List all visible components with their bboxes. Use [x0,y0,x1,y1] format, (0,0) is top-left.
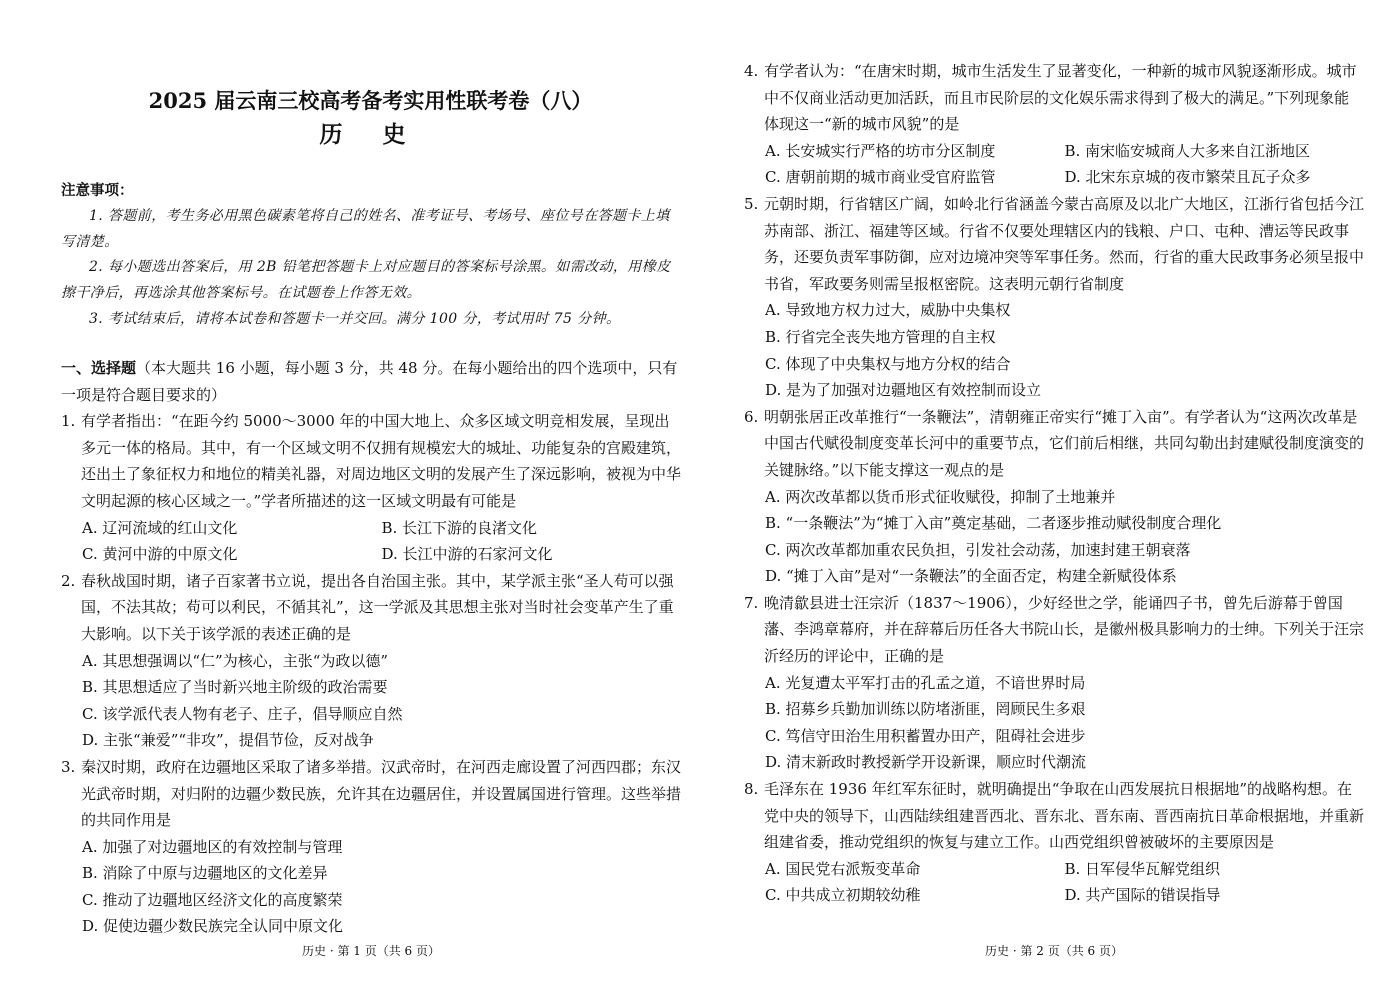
option-c[interactable]: C. 推动了边疆地区经济文化的高度繁荣 [82,890,343,909]
question-number: 4. [744,62,759,80]
question-1 [61,408,681,568]
question-number: 6. [744,407,759,426]
notice-block [61,178,680,333]
question-3 [61,754,681,940]
option-b[interactable]: B. 招募乡兵勤加训练以防堵浙匪，罔顾民生多艰 [765,700,1086,719]
option-b[interactable]: B. 长江下游的良渚文化 [381,518,538,537]
option-d[interactable]: D. 清末新政时教授新学开设新课，顺应时代潮流 [765,753,1087,772]
question-number: 1. [61,412,76,431]
option-d[interactable]: D. 促使边疆少数民族完全认同中原文化 [82,917,344,936]
option-a[interactable]: A. 辽河流域的红山文化 [82,518,238,537]
question-2 [61,568,681,754]
question-number: 8. [744,780,759,799]
option-c[interactable]: C. 该学派代表人物有老子、庄子，倡导顺应自然 [82,704,403,723]
option-b[interactable]: B. 其思想适应了当时新兴地主阶级的政治需要 [82,678,388,697]
option-c[interactable]: C. 体现了中央集权与地方分权的结合 [765,354,1011,373]
option-a[interactable]: A. 加强了对边疆地区的有效控制与管理 [82,837,343,856]
question-stem: 春秋战国时期，诸子百家著书立说，提出各自治国主张。其中，某学派主张“圣人苟可以强国，不法其故；苟可以利民，不循其礼”，这一学派及其思想主张对当时社会变革产生了重大影响。以下关于该学派的表述正确的是 [81,571,674,643]
question-stem: 有学者认为：“在唐宋时期，城市生活发生了显著变化，一种新的城市风貌逐渐形成。城市中不仅商业活动更加活跃，而且市民阶层的文化娱乐需求得到了极大的满足。”下列现象能体现这一“新的城市风貌”的是 [764,62,1357,134]
option-d[interactable]: D. 是为了加强对边疆地区有效控制而设立 [765,381,1042,400]
option-d[interactable]: D. 共产国际的错误指导 [1064,886,1221,905]
question-stem: 晚清歙县进士汪宗沂（1837～1906），少好经世之学，能诵四子书，曾先后游幕于曾国藩、李鸿章幕府，并在辞幕后历任各大书院山长，是徽州极具影响力的士绅。下列关于汪宗沂经历的评论中，正确的是 [764,593,1365,666]
section-heading [61,355,681,408]
notice-item: 1. 答题前，考生务必用黑色碳素笔将自己的姓名、准考证号、考场号、座位号在答题卡上填写清楚。 [61,207,670,250]
right-questions [744,58,1364,909]
notice-item: 2. 每小题选出答案后，用 2B 铅笔把答题卡上对应题目的答案标号涂黑。如需改动，用橡皮擦干净后，再选涂其他答案标号。在试题卷上作答无效。 [61,259,671,302]
option-d[interactable]: D. “摊丁入亩”是对“一条鞭法”的全面否定，构建全新赋役体系 [765,567,1177,586]
subject-title: 历 史 [319,121,422,148]
section-desc: （本大题共 16 小题，每小题 3 分，共 48 分。在每小题给出的四个选项中，只有一项是符合题目要求的） [61,359,678,404]
option-b[interactable]: B. “一条鞭法”为“摊丁入亩”奠定基础，二者逐步推动赋役制度合理化 [765,514,1222,533]
question-stem: 秦汉时期，政府在边疆地区采取了诸多举措。汉武帝时，在河西走廊设置了河西四郡；东汉光武帝时期，对归附的边疆少数民族，允许其在边疆居住，并设置属国进行管理。这些举措的共同作用是 [81,757,682,830]
question-stem: 元朝时期，行省辖区广阔，如岭北行省涵盖今蒙古高原及以北广大地区，江浙行省包括今江苏南部、浙江、福建等区域。行省不仅要处理辖区内的钱粮、户口、屯种、漕运等民政事务，还要负责军事防御，应对边境冲突等军事任务。然而，行省的重大民政事务必须呈报中书省，军政要务则需呈报枢密院。这表明元朝行省制度 [764,194,1365,293]
option-a[interactable]: A. 光复遭太平军打击的孔孟之道，不谙世界时局 [765,673,1086,692]
notice-item: 3. 考试结束后，请将本试卷和答题卡一并交回。满分 100 分，考试用时 75 分钟。 [89,310,621,327]
option-c[interactable]: C. 中共成立初期较幼稚 [765,886,921,905]
section-title: 一、选择题 [61,359,137,377]
question-6 [744,404,1364,590]
question-number: 3. [61,757,76,776]
question-8 [744,776,1364,909]
question-number: 2. [61,571,76,590]
question-number: 7. [744,593,759,612]
question-number: 5. [744,194,759,213]
option-a[interactable]: A. 国民党右派叛变革命 [765,859,921,878]
option-b[interactable]: B. 行省完全丧失地方管理的自主权 [765,327,996,346]
question-stem: 有学者指出：“在距今约 5000～3000 年的中国大地上、众多区域文明竞相发展，呈现出多元一体的格局。其中，有一个区域文明不仅拥有规模宏大的城址、功能复杂的宫殿建筑，还出土了象征权力和地位的精美礼器，对周边地区文明的发展产生了深远影响，被视为中华文明起源的核心区域之一。”学者所描述的这一区域文明最有可能是 [81,412,682,510]
option-a[interactable]: A. 导致地方权力过大，威胁中央集权 [765,301,1011,320]
notice-heading: 注意事项： [61,182,134,199]
page-footer-right: 历史 · 第 2 页（共 6 页） [985,944,1123,958]
question-7 [744,590,1364,776]
option-d[interactable]: D. 主张“兼爱”“非攻”，提倡节俭，反对战争 [82,731,374,750]
option-b[interactable]: B. 日军侵华瓦解党组织 [1064,859,1221,878]
question-4 [744,58,1364,191]
option-d[interactable]: D. 长江中游的石家河文化 [381,545,553,564]
option-d[interactable]: D. 北宋东京城的夜市繁荣且瓦子众多 [1064,168,1311,187]
exam-title: 2025 届云南三校高考备考实用性联考卷（八） [148,88,593,113]
page-footer-left: 历史 · 第 1 页（共 6 页） [302,944,440,958]
option-b[interactable]: B. 消除了中原与边疆地区的文化差异 [82,864,328,883]
option-a[interactable]: A. 两次改革都以货币形式征收赋役，抑制了土地兼并 [765,487,1116,506]
question-stem: 明朝张居正改革推行“一条鞭法”，清朝雍正帝实行“摊丁入亩”。有学者认为“这两次改革是中国古代赋役制度变革长河中的重要节点，它们前后相继，共同勾勒出封建赋役制度演变的关键脉络。”以下能支撑这一观点的是 [764,407,1365,479]
option-c[interactable]: C. 笃信守田治生用积蓄置办田产，阻碍社会进步 [765,726,1086,745]
question-5 [744,191,1364,404]
option-c[interactable]: C. 唐朝前期的城市商业受官府监管 [765,168,996,187]
question-stem: 毛泽东在 1936 年红军东征时，就明确提出“争取在山西发展抗日根据地”的战略构想。在党中央的领导下，山西陆续组建晋西北、晋东北、晋东南、晋西南抗日革命根据地，并重新组建省委，推动党组织的恢复与建立工作。山西党组织曾被破坏的主要原因是 [764,780,1365,852]
option-c[interactable]: C. 两次改革都加重农民负担，引发社会动荡，加速封建王朝衰落 [765,540,1191,559]
option-a[interactable]: A. 长安城实行严格的坊市分区制度 [765,141,996,160]
option-a[interactable]: A. 其思想强调以“仁”为核心，主张“为政以德” [82,651,389,670]
option-b[interactable]: B. 南宋临安城商人大多来自江浙地区 [1064,141,1311,160]
left-questions [61,355,681,940]
option-c[interactable]: C. 黄河中游的中原文化 [82,545,238,564]
